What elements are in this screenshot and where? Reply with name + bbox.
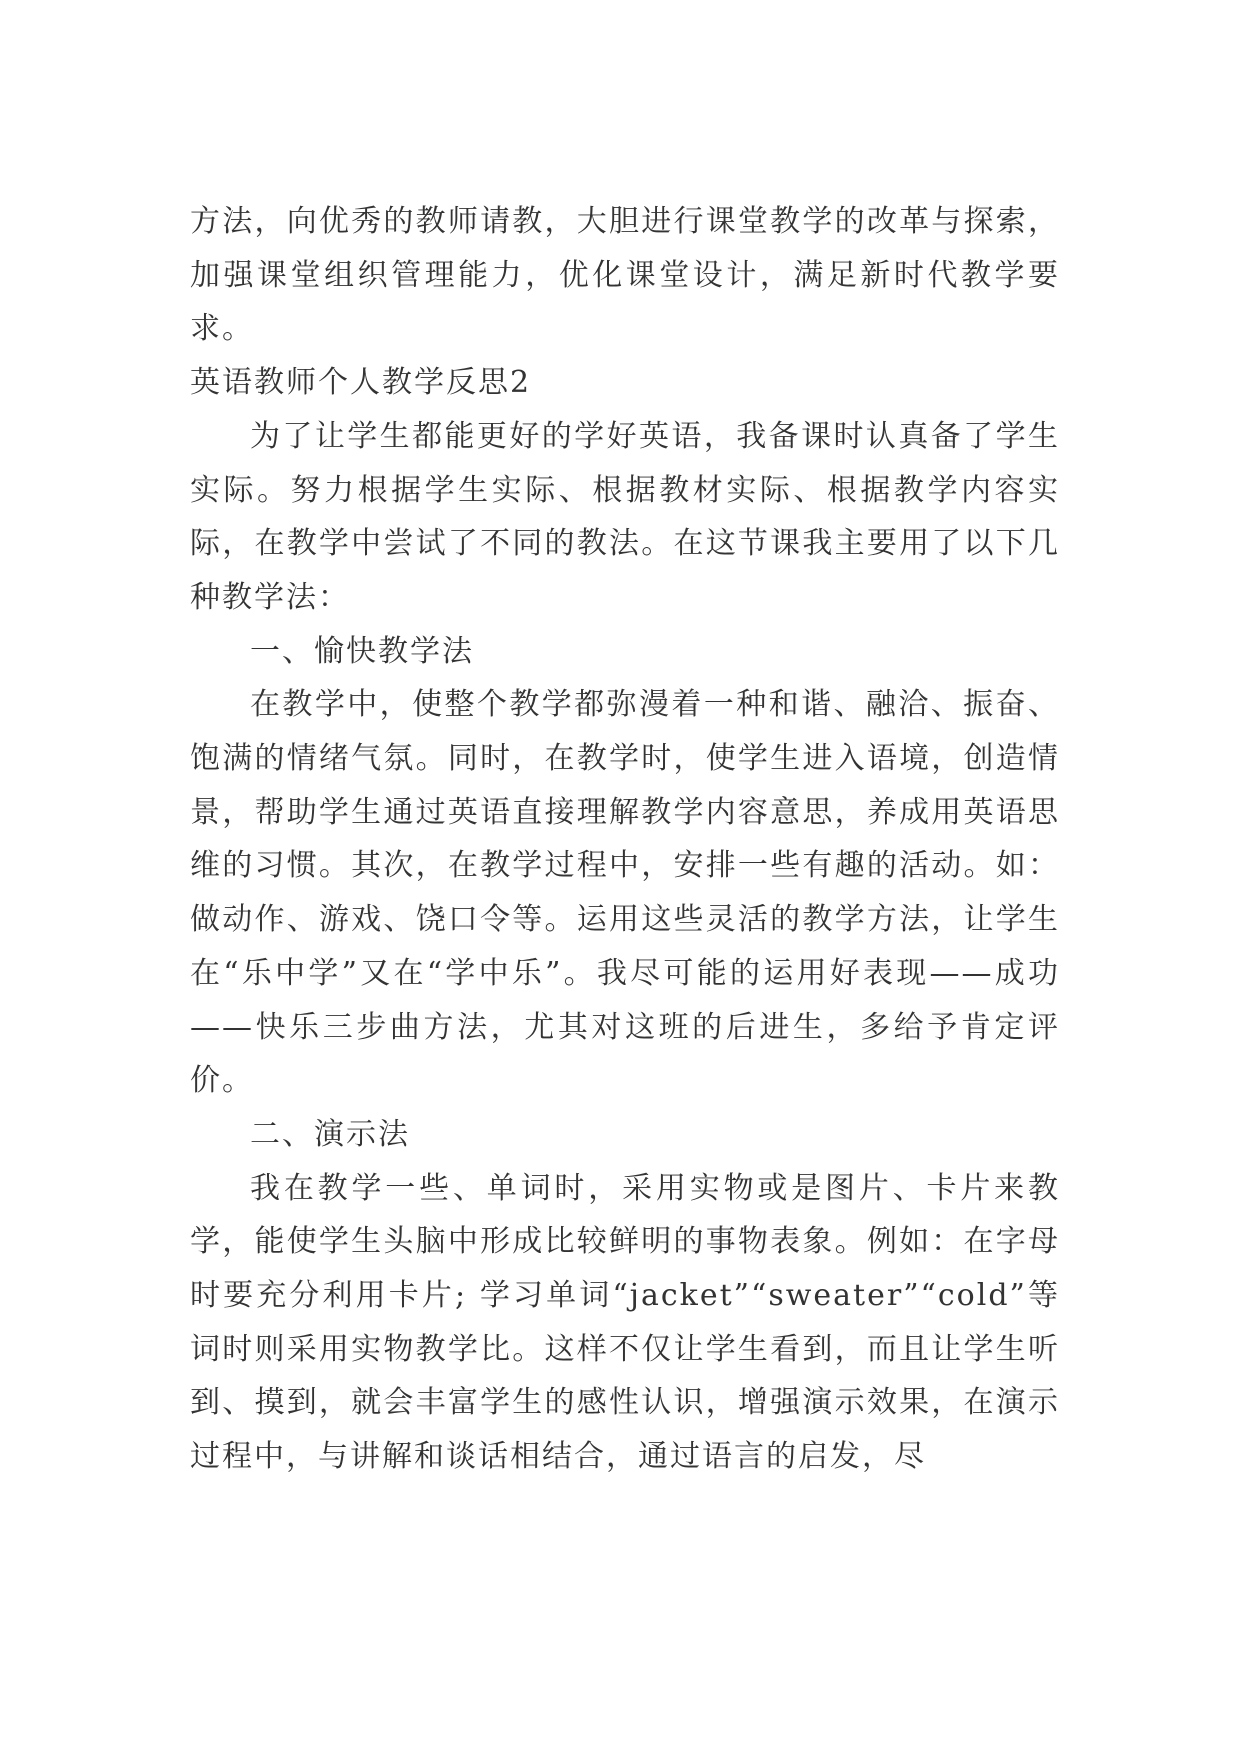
paragraph-section-1: 在教学中，使整个教学都弥漫着一种和谐、融洽、振奋、饱满的情绪气氛。同时，在教学时，使学生进入语境，创造情景，帮助学生通过英语直接理解教学内容意思，养成用英语思维的习惯。其次，在教学过程中，安排一些有趣的活动。如：做动作、游戏、饶口令等。运用这些灵活的教学方法，让学生在“乐中学”又在“学中乐”。我尽可能的运用好表现——成功——快乐三步曲方法，尤其对这班的后进生，多给予肯定评价。 [190, 687, 1060, 1099]
document-page [190, 195, 1060, 1484]
document-title: 英语教师个人教学反思2 [190, 365, 532, 401]
paragraph-intro: 为了让学生都能更好的学好英语，我备课时认真备了学生实际。努力根据学生实际、根据教材实际、根据教学内容实际，在教学中尝试了不同的教法。在这节课我主要用了以下几种教学法： [190, 418, 1060, 615]
paragraph-section-2: 我在教学一些、单词时，采用实物或是图片、卡片来教学，能使学生头脑中形成比较鲜明的事物表象。例如：在字母时要充分利用卡片; 学习单词“jacket”“sweater”“cold”等词时则采用实物教学比。这样不仅让学生看到，而且让学生听到、摸到，就会丰富学生的感性认识，增强演示效果，在演示过程中，与讲解和谈话相结合，通过语言的启发，尽 [190, 1170, 1060, 1475]
paragraph-continuation: 方法，向优秀的教师请教，大胆进行课堂教学的改革与探索，加强课堂组织管理能力，优化课堂设计，满足新时代教学要求。 [190, 204, 1060, 347]
section-heading-1: 一、愉快教学法 [250, 633, 474, 669]
section-heading-2: 二、演示法 [250, 1116, 410, 1152]
